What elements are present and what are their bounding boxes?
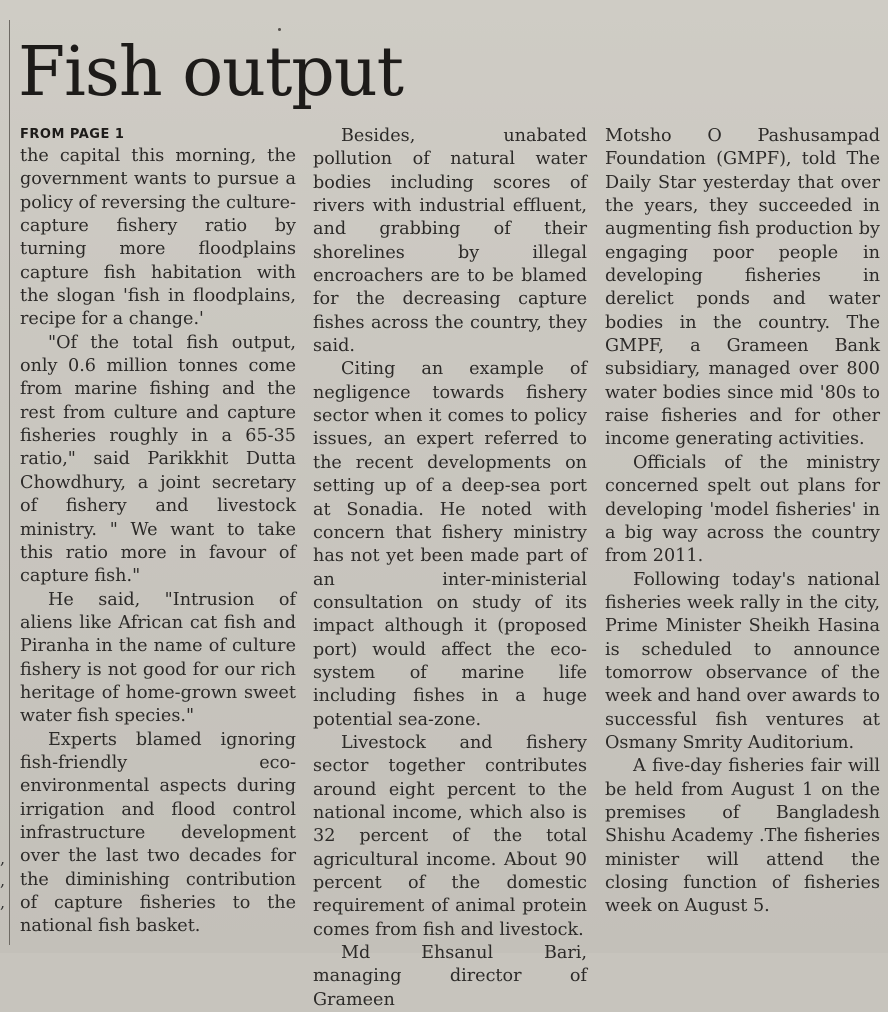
paragraph: Citing an example of negligence towards fishery sector when it comes to policy issues, an expert referred to the recent developments on setting up of a deep-sea port at Sonadia. He noted with concern that fishery ministry has not yet been made part of an inter-ministerial consultation on study of its impact although it (proposed port) would affect the eco-system of marine life including fishes in a huge potential sea-zone. [313, 359, 587, 730]
paragraph: He said, "Intrusion of aliens like African cat fish and Piranha in the name of culture fishery is not good for our rich heritage of home-grown sweet water fish species." [20, 589, 296, 727]
paragraph: Motsho O Pashusampad Foundation (GMPF), told The Daily Star yesterday that over the years, they succeeded in augmenting fish production by engaging poor people in developing fisheries in derelict ponds and water bodies in the country. The GMPF, a Grameen Bank subsidiary, managed over 800 water bodies since mid '80s to raise fisheries and for other income generating activities. [605, 126, 880, 450]
paragraph: the capital this morning, the government wants to pursue a policy of reversing the culture-capture fishery ratio by turning more floodplains capture fish habitation with the slogan 'fish in floodplains, recipe for a change.' [20, 146, 297, 330]
margin-marks: , , , [0, 849, 6, 912]
paragraph: Officials of the ministry concerned spelt out plans for developing 'model fisheries' in a big way across the country from 2011. [605, 452, 880, 567]
paragraph: Experts blamed ignoring fish-friendly eco-environmental aspects during irrigation and flood control infrastructure development over the last two decades for the diminishing contribution of capture fisheries to the national fish basket. [20, 729, 296, 937]
article-column-2 [313, 125, 587, 1012]
paragraph: Livestock and fishery sector together contributes around eight percent to the national income, which also is 32 percent of the total agricultural income. About 90 percent of the domestic requirement of animal protein comes from fish and livestock. [313, 732, 587, 940]
article-column-3 [605, 125, 880, 919]
paragraph: Md Ehsanul Bari, managing director of Grameen [313, 943, 587, 1010]
paragraph: "Of the total fish output, only 0.6 million tonnes come from marine fishing and the rest from culture and capture fisheries roughly in a 65-35 ratio," said Parikkhit Dutta Chowdhury, a joint secretary of fishery and livestock ministry. " We want to take this ratio more in favour of capture fish." [20, 332, 296, 587]
paragraph: Following today's national fisheries week rally in the city, Prime Minister Sheikh Hasina is scheduled to announce tomorrow observance of the week and hand over awards to successful fish ventures at Osmany Smrity Auditorium. [605, 569, 880, 753]
headline: Fish output [18, 33, 403, 112]
article-column-1 [20, 125, 296, 939]
paragraph: Besides, unabated pollution of natural water bodies including scores of rivers with industrial effluent, and grabbing of their shorelines by illegal encroachers are to be blamed for the decreasing capture fishes across the country, they said. [313, 126, 587, 357]
column-rule [9, 20, 10, 945]
kicker: FROM PAGE 1 [20, 127, 125, 142]
paragraph: A five-day fisheries fair will be held from August 1 on the premises of Bangladesh Shishu Academy .The fisheries minister will attend the closing function of fisheries week on August 5. [605, 756, 880, 917]
